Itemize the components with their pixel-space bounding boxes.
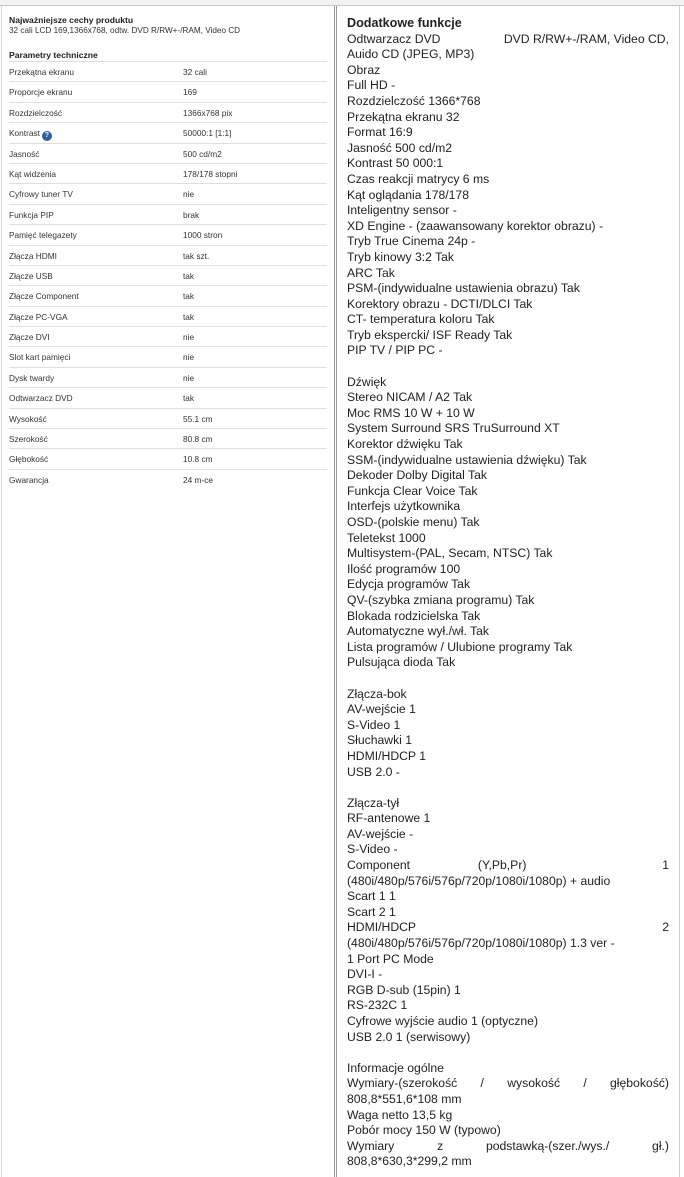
feature-line: Auido CD (JPEG, MP3) (347, 47, 475, 62)
feature-text: Component (347, 858, 411, 873)
help-icon[interactable]: ? (42, 131, 52, 141)
spec-value: nie (183, 372, 195, 383)
feature-line: S-Video - (347, 842, 398, 857)
spec-label: Proporcje ekranu (9, 87, 73, 98)
spec-row (9, 408, 327, 428)
feature-line: Scart 2 1 (347, 904, 396, 919)
feature-line: Rozdzielczość 1366*768 (347, 93, 481, 108)
feature-text: głębokość) (610, 1076, 669, 1091)
feature-line: AV-wejście - (347, 826, 414, 841)
technical-params-title: Parametry techniczne (9, 50, 98, 60)
feature-text: z (437, 1138, 444, 1153)
spec-label: Cyfrowy tuner TV (9, 189, 73, 200)
feature-line: Przekątna ekranu 32 (347, 109, 460, 124)
spacer (347, 671, 669, 687)
feature-text: / (583, 1076, 587, 1091)
feature-line: DVI-I - (347, 967, 383, 982)
spec-row (9, 448, 327, 468)
feature-line: Tryb ekspercki/ ISF Ready Tak (347, 327, 513, 342)
feature-line (347, 858, 669, 874)
feature-line: USB 2.0 1 (serwisowy) (347, 1029, 471, 1044)
feature-line: Korektory obrazu - DCTI/DLCI Tak (347, 296, 533, 311)
feature-text: / (480, 1076, 484, 1091)
feature-line: Ilość programów 100 (347, 561, 461, 576)
spec-value: 32 cali (183, 67, 207, 77)
feature-line: Słuchawki 1 (347, 733, 413, 748)
spec-value: tak (183, 311, 195, 322)
feature-line: Funkcja Clear Voice Tak (347, 483, 478, 498)
feature-line: RF-antenowe 1 (347, 811, 431, 826)
spec-label: Głębokość (9, 454, 49, 465)
feature-text: podstawką-(szer./wys./ (485, 1138, 610, 1153)
spec-label: Kąt widzenia (9, 168, 57, 179)
feature-text: 2 (662, 920, 669, 935)
spec-row (9, 469, 327, 489)
section-heading: Obraz (347, 62, 381, 77)
spec-row (9, 367, 327, 387)
spec-row (9, 163, 327, 183)
feature-line: Pulsująca dioda Tak (347, 655, 456, 670)
feature-line: Blokada rodzicielska Tak (347, 608, 481, 623)
section-heading: Złącza-tył (347, 795, 400, 810)
feature-line: Scart 1 1 (347, 889, 396, 904)
feature-line: PIP TV / PIP PC - (347, 343, 443, 358)
spec-row (9, 306, 327, 326)
feature-line: (480i/480p/576i/576p/720p/1080i/1080p) + audio (347, 873, 611, 888)
feature-line: QV-(szybka zmiana programu) Tak (347, 592, 535, 607)
spec-row (9, 61, 327, 81)
spacer (347, 359, 669, 375)
section-heading: Informacje ogólne (347, 1060, 444, 1075)
product-spec-panel (0, 6, 684, 1177)
feature-text: Odtwarzacz DVD (347, 31, 441, 46)
feature-line: ARC Tak (347, 265, 395, 280)
spec-row (9, 224, 327, 244)
left-column (1, 6, 335, 1177)
feature-line: Teletekst 1000 (347, 530, 426, 545)
section-heading: Interfejs użytkownika (347, 499, 461, 514)
spec-row (9, 428, 327, 448)
feature-line: Inteligentny sensor - (347, 203, 457, 218)
spec-label: Rozdzielczość (9, 107, 63, 118)
feature-text: 1 (662, 858, 669, 873)
feature-line: Edycja programów Tak (347, 577, 471, 592)
feature-line: PSM-(indywidualne ustawienia obrazu) Tak (347, 281, 580, 296)
feature-text: wysokość (507, 1076, 561, 1091)
feature-line: 808,8*630,3*299,2 mm (347, 1154, 472, 1169)
spec-label: Gwarancja (9, 474, 49, 485)
feature-line: Moc RMS 10 W + 10 W (347, 405, 475, 420)
spec-label: Złącze PC-VGA (9, 311, 68, 322)
spacer (347, 780, 669, 796)
spec-row (9, 143, 327, 163)
feature-text: DVD R/RW+-/RAM, Video CD, (503, 31, 669, 46)
spec-table (9, 61, 327, 489)
spec-label: Złącze USB (9, 270, 53, 281)
feature-line: Format 16:9 (347, 125, 413, 140)
key-features-summary: 32 cali LCD 169,1366x768, odtw. DVD R/RW+-/RAM, Video CD (9, 26, 241, 35)
spec-row (9, 245, 327, 265)
feature-line: RS-232C 1 (347, 998, 408, 1013)
feature-line (347, 1076, 669, 1092)
feature-line: XD Engine - (zaawansowany korektor obrazu) - (347, 218, 604, 233)
spacer (347, 1045, 669, 1061)
spec-value: 169 (183, 87, 197, 98)
spec-value: tak szt. (183, 250, 210, 261)
additional-features (347, 16, 669, 1170)
feature-line: Dekoder Dolby Digital Tak (347, 468, 487, 483)
spec-value: 80.8 cm (183, 434, 213, 445)
section-heading: Złącza-bok (347, 686, 407, 701)
feature-line (347, 1139, 669, 1155)
spec-value: tak (183, 270, 195, 281)
right-column (336, 6, 680, 1177)
feature-line: Lista programów / Ulubione programy Tak (347, 639, 573, 654)
feature-line: Tryb kinowy 3:2 Tak (347, 249, 455, 264)
feature-line: 808,8*551,6*108 mm (347, 1091, 462, 1106)
feature-line: Stereo NICAM / A2 Tak (347, 390, 473, 405)
feature-line: Kąt oglądania 178/178 (347, 187, 469, 202)
spec-value: nie (183, 332, 195, 343)
feature-line: Multisystem-(PAL, Secam, NTSC) Tak (347, 546, 553, 561)
spec-label: Odtwarzacz DVD (9, 393, 73, 404)
spec-label: Przekątna ekranu (9, 67, 75, 77)
feature-line: USB 2.0 - (347, 764, 400, 779)
spec-value: 178/178 stopni (183, 168, 238, 179)
feature-text: (Y,Pb,Pr) (477, 858, 527, 873)
spec-value: nie (183, 189, 195, 200)
spec-value: 10.8 cm (183, 454, 213, 465)
spec-label: Jasność (9, 148, 40, 159)
feature-line: HDMI/HDCP 1 (347, 748, 427, 763)
spec-value: nie (183, 352, 195, 363)
feature-line: CT- temperatura koloru Tak (347, 312, 495, 327)
feature-line: Tryb True Cinema 24p - (347, 234, 476, 249)
spec-value: 1366x768 pix (183, 107, 233, 118)
feature-line: Korektor dźwięku Tak (347, 437, 463, 452)
spec-value: tak (183, 393, 195, 404)
spec-label: Szerokość (9, 434, 48, 445)
feature-line (347, 32, 669, 48)
feature-text: Wymiary (347, 1138, 395, 1153)
additional-features-title: Dodatkowe funkcje (347, 16, 462, 30)
spec-row (9, 102, 327, 122)
spec-label: Wysokość (9, 413, 47, 424)
spec-label: Kontrast (9, 128, 40, 139)
spec-label: Funkcja PIP (9, 209, 54, 220)
spec-value: 24 m-ce (183, 474, 213, 485)
feature-text: HDMI/HDCP (347, 920, 417, 935)
spec-value: tak (183, 291, 195, 302)
feature-line: Waga netto 13,5 kg (347, 1107, 453, 1122)
feature-line: 1 Port PC Mode (347, 951, 434, 966)
spec-row (9, 346, 327, 366)
spec-row (9, 81, 327, 101)
feature-line: Full HD - (347, 78, 396, 93)
spec-value: 1000 stron (183, 230, 223, 241)
spec-label: Slot kart pamięci (9, 352, 71, 363)
feature-line: Czas reakcji matrycy 6 ms (347, 171, 490, 186)
feature-text: gł.) (652, 1138, 669, 1153)
spec-row (9, 265, 327, 285)
spec-label: Złącze DVI (9, 332, 50, 343)
spec-row (9, 204, 327, 224)
feature-line: S-Video 1 (347, 717, 401, 732)
spec-value: 500 cd/m2 (183, 148, 222, 159)
feature-line: System Surround SRS TruSurround XT (347, 421, 560, 436)
feature-line: (480i/480p/576i/576p/720p/1080i/1080p) 1.3 ver - (347, 936, 615, 951)
spec-value: 50000:1 [1:1] (183, 128, 232, 139)
feature-line: OSD-(polskie menu) Tak (347, 515, 480, 529)
spec-row (9, 122, 327, 142)
feature-line: Automatyczne wył./wł. Tak (347, 624, 490, 639)
spec-label: Pamięć telegazety (9, 230, 77, 241)
feature-line: Cyfrowe wyjście audio 1 (optyczne) (347, 1014, 539, 1028)
section-heading: Dźwięk (347, 374, 387, 389)
spec-label: Złącza HDMI (9, 250, 57, 261)
spec-label-wrap (9, 128, 52, 141)
spec-value: brak (183, 209, 200, 220)
feature-line: Pobór mocy 150 W (typowo) (347, 1123, 501, 1138)
feature-line: SSM-(indywidualne ustawienia dźwięku) Tak (347, 452, 587, 467)
feature-line (347, 920, 669, 936)
spec-row (9, 326, 327, 346)
feature-line: RGB D-sub (15pin) 1 (347, 982, 461, 997)
feature-line: Jasność 500 cd/m2 (347, 140, 453, 155)
feature-line: Kontrast 50 000:1 (347, 156, 444, 171)
feature-text: Wymiary-(szerokość (347, 1076, 458, 1091)
feature-line: AV-wejście 1 (347, 702, 416, 717)
spec-row (9, 285, 327, 305)
spec-row (9, 387, 327, 407)
key-features-title: Najważniejsze cechy produktu (9, 15, 134, 25)
spec-row (9, 183, 327, 203)
spec-label: Dysk twardy (9, 372, 55, 383)
spec-label: Złącze Component (9, 291, 79, 302)
spec-value: 55.1 cm (183, 413, 213, 424)
